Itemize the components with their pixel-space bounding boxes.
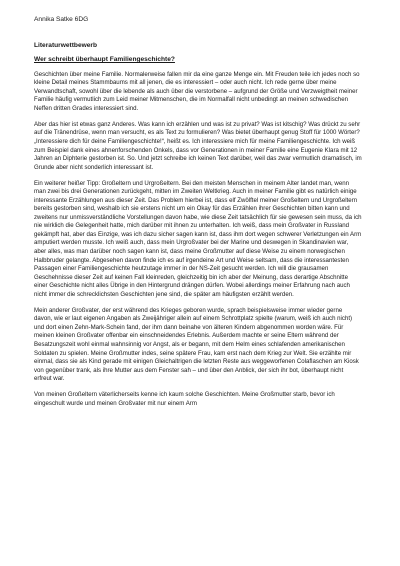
- paragraph: Geschichten über meine Familie. Normalerweise fallen mir da eine ganze Menge ein. Mit Freuden teile ich jedes noch so kleine Detail meines Stammbaums mit all jenen, die es interessiert – oder auch nicht. Ich rede gerne über meine Verwandtschaft, sowohl über die lebende als auch über die verstorbene – aufgrund der Größe und Verzweigtheit meiner Familie häufig vermutlich zum Leid meiner Mitmenschen, die im Normalfall nicht unbedingt an meinen schwedischen Neffen dritten Grades interessiert sind.: [34, 70, 360, 112]
- author-header: Annika Satke 6DG: [34, 16, 89, 23]
- paragraph: Mein anderer Großvater, der erst während des Krieges geboren wurde, sprach beispielsweise immer wieder gerne davon, wie er laut eigenen Angaben als Zweijähriger allein auf einem Schrottplatz spielte (warum, weiß ich auch nicht) und dort einen Zehn-Mark-Schein fand, der ihm dann beinahe von älteren Kindern abgenommen worden wäre. Für meinen kleinen Großvater offenbar ein einschneidendes Erlebnis. Außerdem machte er seine Eltern während der Besatzungszeit wohl einmal wahnsinnig vor Angst, als er begann, mit dem Helm eines schlafenden amerikanischen Soldaten zu spielen. Meine Großmutter indes, seine spätere Frau, kam erst nach dem Krieg zur Welt. Sie erzählte mir einmal, dass sie als Kind gerade mit einigen Gleichaltrigen die letzten Reste aus weggeworfenen Colaflaschen am Kiosk von gegenüber trank, als ihre Mutter aus dem Fenster sah – und über den Anblick, der sich ihr bot, überhaupt nicht erfreut war.: [34, 306, 359, 383]
- document-title: Wer schreibt überhaupt Familiengeschichte?: [34, 56, 175, 64]
- paragraph: Ein weiterer heißer Tipp: Großeltern und Urgroßeltern. Bei den meisten Menschen in meinem Alter landet man, wenn man zwei bis drei Generationen zurückgeht, mitten im Zweiten Weltkrieg. Auch in meiner Familie gibt es natürlich einige interessante Erzählungen aus dieser Zeit. Das Problem hierbei ist, dass elf Zwölftel meiner Großeltern und Urgroßeltern bereits gestorben sind, weshalb ich sie erstens nicht um ein Okay für das Erzählen ihrer Geschichten bitten kann und zweitens nur unmissverständliche Vorstellungen davon habe, wie diese Zeit tatsächlich für sie gewesen sein muss, da ich nie wirklich die Gelegenheit hatte, mich darüber mit ihnen zu unterhalten. Ich weiß, dass mein Großvater in Russland gekämpft hat, aber das Einzige, was ich dazu sicher sagen kann ist, dass ihm dort wegen schwerer Verletzungen ein Arm amputiert werden musste. Ich weiß auch, dass mein Urgroßvater bei der Marine und deswegen in Skandinavien war, aber alles, was man darüber noch sagen kann ist, dass meine Großmutter auf diese Weise zu einem norwegischen Halbbruder gelangte. Abgesehen davon finde ich es auf irgendeine Art und Weise seltsam, dass die interessantesten Passagen einer Familiengeschichte heutzutage immer in der NS-Zeit gesucht werden. Ich will die grausamen Geschehnisse dieser Zeit auf keinen Fall kleinreden, gleichzeitig bin ich aber der Meinung, dass derartige Abschnitte einer Geschichte nicht alles Übrige in den Hintergrund drängen dürfen. Wobei allerdings meiner Erfahrung nach auch nicht immer die schrecklichsten Geschichten jene sind, die später am häufigsten erzählt werden.: [34, 179, 362, 298]
- document-body: [34, 71, 362, 409]
- paragraph: Von meinen Großeltern väterlicherseits kenne ich kaum solche Geschichten. Meine Großmutter starb, bevor ich eingeschult wurde und meinen Großvater mit nur einem Arm: [34, 391, 335, 407]
- paragraph: Aber das hier ist etwas ganz Anderes. Was kann ich erzählen und was ist zu privat? Was ist kitschig? Was drückt zu sehr auf die Tränendrüse, wenn man versucht, es als Text zu formulieren? Was bietet überhaupt genug Stoff für 1000 Wörter? „Interessiere dich für deine Familiengeschichte!“, heißt es. Ich interessiere mich für meine Familiengeschichte. Ich weiß zum Beispiel dank eines ahnenforschenden Onkels, dass vor Generationen in meiner Familie eine Eugenie Klara mit 12 Jahren an Diphterie gestorben ist. So. Und jetzt schreibe ich keinen Text darüber, weil das zwar vermutlich dramatisch, im Grunde aber nicht sonderlich interessant ist.: [34, 120, 362, 171]
- contest-label: Literaturwettbewerb: [34, 41, 98, 49]
